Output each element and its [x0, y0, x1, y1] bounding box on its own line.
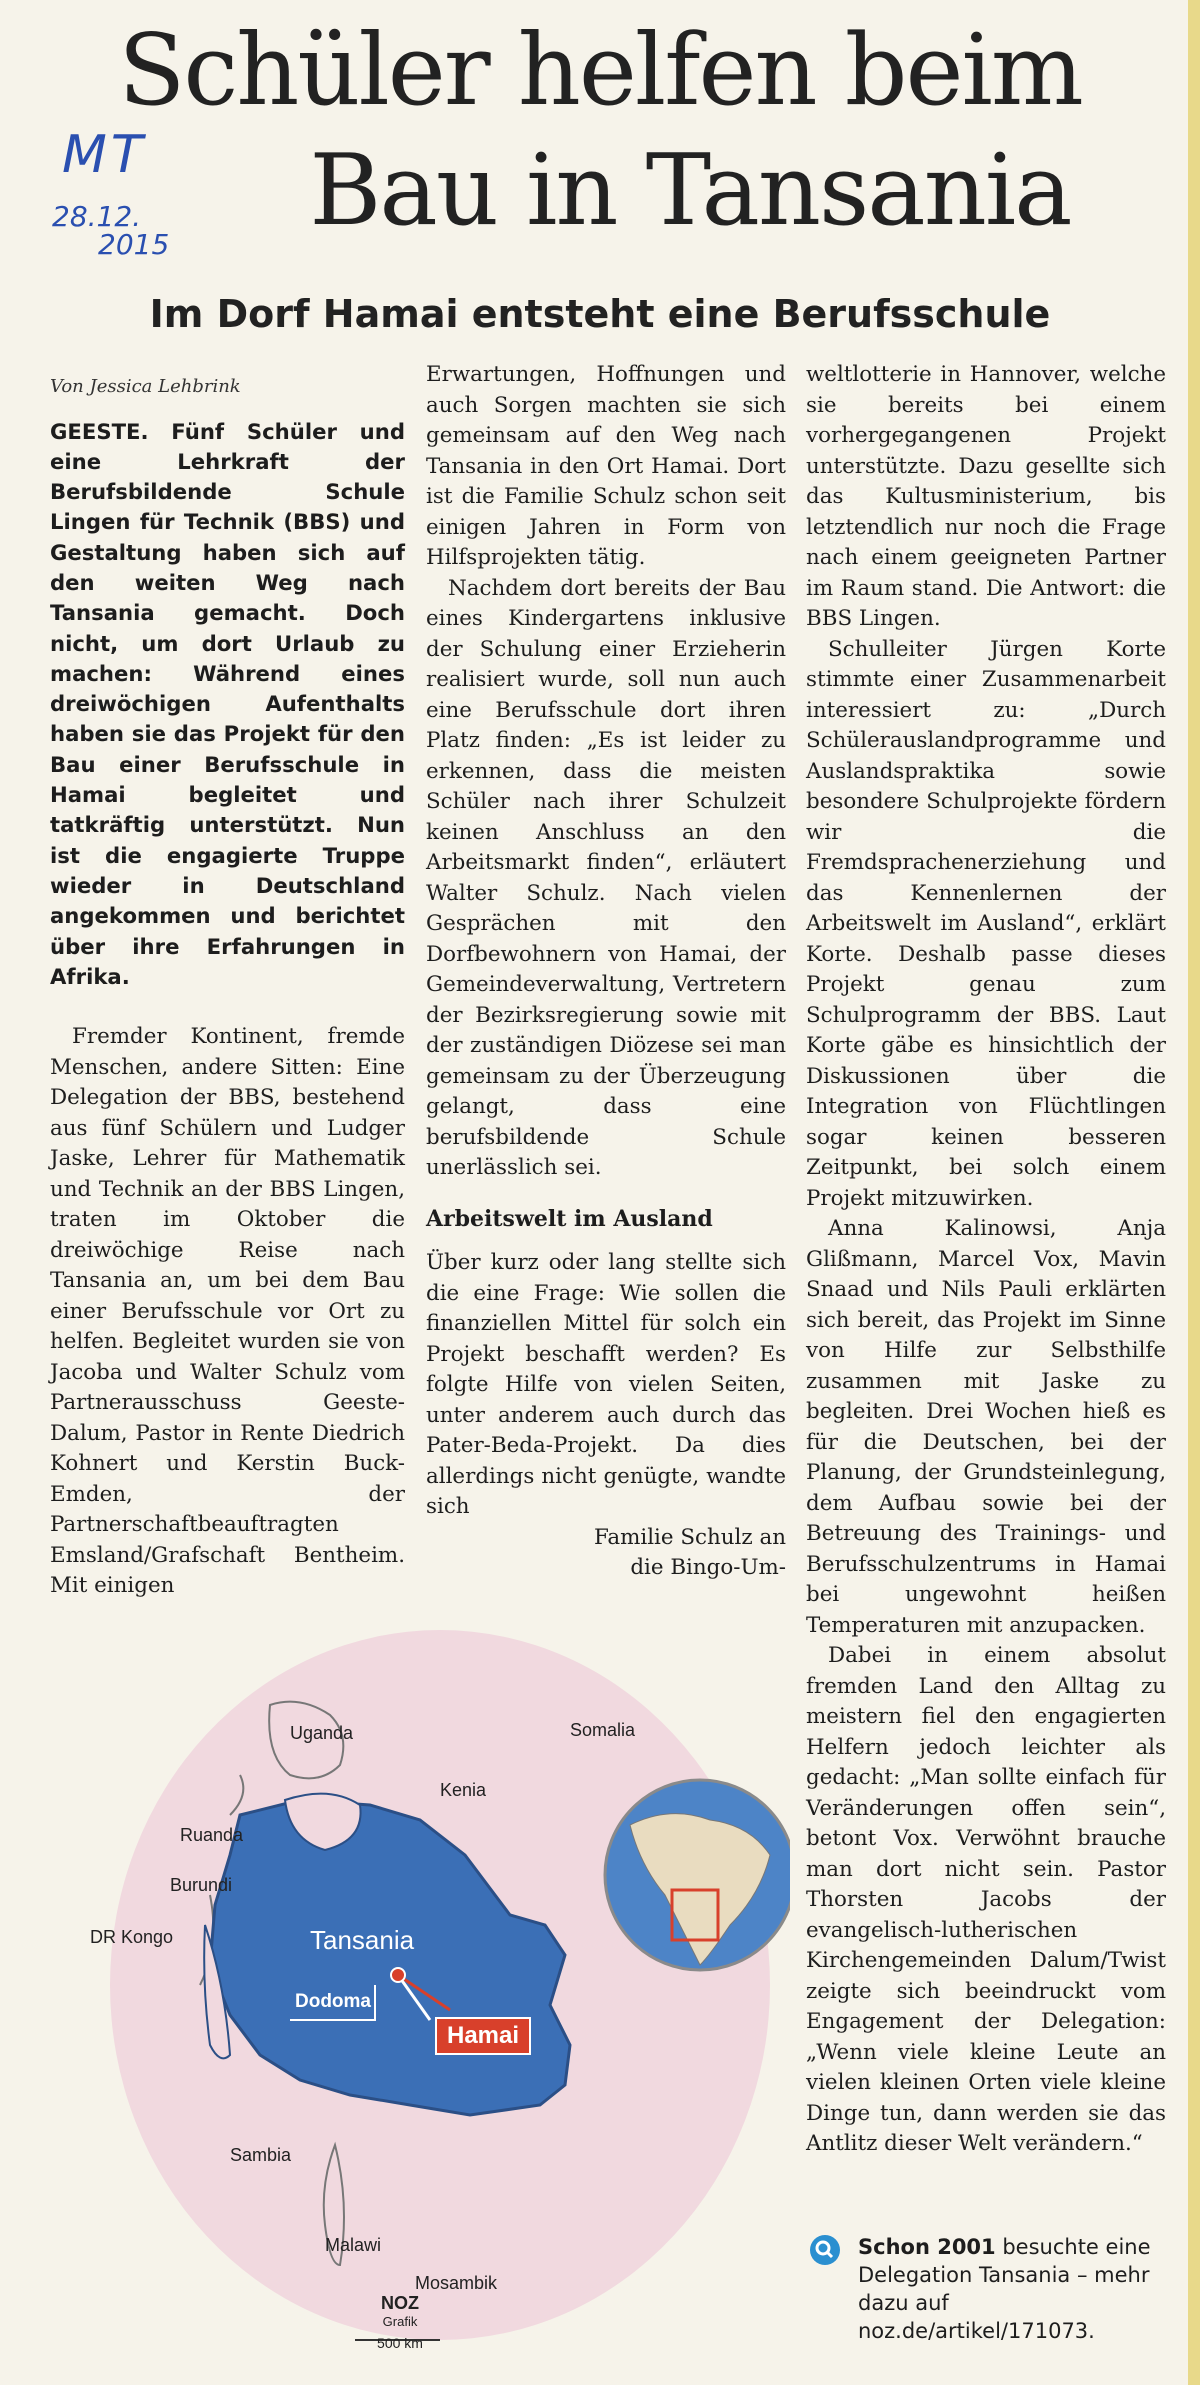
body-paragraph: Erwartungen, Hoffnungen und auch Sorgen machten sie sich gemeinsam auf den Weg nach Tansania in den Ort Hamai. Dort ist die Familie Schulz schon seit einigen Jahren in Form von Hilfsprojekten tätig. — [426, 362, 786, 570]
section-heading: Arbeitswelt im Ausland — [426, 1205, 713, 1232]
column-3 — [806, 360, 1166, 2160]
label-dodoma: Dodoma — [295, 1991, 371, 2012]
body-paragraph: Dabei in einem absolut fremden Land den Alltag zu meistern fiel den engagierten Helfern jedoch leichter als gedacht: „Man sollte einfach für Veränderungen offen sein“, betont Vox. Verwöhnt brauche man dort nicht sein. Pastor Thorsten Jacobs der evangelisch-lutherischen Kirchengemeinden Dalum/Twist zeigte sich beeindruckt vom Engagement der Delegation: „Wenn viele kleine Leute an vielen kleinen Orten viele kleine Dinge tun, dann werden sie das Antlitz dieser Welt verändern.“ — [806, 1643, 1166, 2156]
reference-body: besuchte eine Delegation Tansania – mehr dazu auf noz.de/artikel/171073. — [858, 2235, 1151, 2343]
map-scale: 500 km — [377, 2335, 423, 2351]
reference-text — [858, 2233, 1170, 2345]
body-paragraph: weltlotterie in Hannover, welche sie bereits bei einem vorhergegangenen Projekt unterstützte. Dazu gesellte sich das Kultusministerium, bis letztendlich nur noch die Frage nach einem geeigneten Partner im Raum stand. Die Antwort: die BBS Lingen. — [806, 362, 1166, 631]
headline-line1: Schüler helfen beim — [118, 14, 1082, 128]
body-paragraph: Fremder Kontinent, fremde Menschen, andere Sitten: Eine Delegation der BBS, bestehend aus fünf Schülern und Ludger Jaske, Lehrer für Mathematik und Technik an der BBS Lingen, traten im Oktober die dreiwöchige Reise nach Tansania an, um bei dem Bau einer Berufsschule vor Ort zu helfen. Begleitet wurden sie von Jacoba und Walter Schulz vom Partnerausschuss Geeste-Dalum, Pastor in Rente Diedrich Kohnert und Kerstin Buck-Emden, der Partnerschaftbeauftragten Emsland/Grafschaft Bentheim. Mit einigen — [50, 1024, 405, 1599]
body-paragraph: Anna Kalinowsi, Anja Glißmann, Marcel Vox, Mavin Snaad und Nils Pauli erklärten sich bereit, das Projekt im Sinne von Hilfe zur Selbsthilfe zusammen mit Jaske zu begleiten. Drei Wochen hieß es für die Deutschen, bei der Planung, der Grundsteinlegung, dem Aufbau sowie bei der Betreuung des Trainings- und Berufsschulzentrums in Hamai bei ungewohnt heißen Temperaturen mit anzupacken. — [806, 1216, 1166, 1638]
headline-line2: Bau in Tansania — [309, 134, 1071, 248]
column-1 — [50, 372, 405, 1602]
label-somalia: Somalia — [570, 1720, 636, 1740]
label-malawi: Malawi — [325, 2235, 382, 2255]
label-ruanda: Ruanda — [180, 1825, 244, 1845]
label-sambia: Sambia — [230, 2145, 292, 2165]
lead-paragraph: GEESTE. Fünf Schüler und eine Lehrkraft der Berufsbildende Schule Lingen für Technik (BBS) und Gestaltung haben sich auf den weiten Weg nach Tansania gemacht. Doch nicht, um dort Urlaub zu machen: Während eines dreiwöchigen Aufenthalts haben sie das Projekt für den Bau einer Berufsschule in Hamai begleitet und tatkräftig unterstützt. Nun ist die engagierte Truppe wieder in Deutschland angekommen und berichtet über ihre Erfahrungen in Afrika. — [50, 418, 405, 989]
map-credit — [365, 2293, 435, 2351]
handwritten-mt: MT — [62, 125, 147, 185]
label-dr-kongo: DR Kongo — [90, 1927, 174, 1947]
handwritten-date-line2: 2015 — [98, 228, 170, 261]
body-line-right: die Bingo-Um- — [630, 1555, 786, 1580]
page-edge — [1188, 0, 1200, 2385]
search-icon — [810, 2235, 840, 2265]
map-credit-source: NOZ — [381, 2293, 419, 2313]
reference-box — [810, 2233, 1170, 2345]
label-hamai: Hamai — [435, 2017, 531, 2055]
map-graphic — [110, 1625, 790, 2355]
label-mosambik: Mosambik — [415, 2273, 498, 2293]
handwritten-date-line1: 28.12. — [52, 200, 142, 233]
map-credit-label: Grafik — [382, 2314, 418, 2329]
subheadline: Im Dorf Hamai entsteht eine Berufsschule — [149, 292, 1051, 336]
column-2 — [426, 360, 786, 1584]
byline: Von Jessica Lehbrink — [50, 376, 241, 397]
label-kenia: Kenia — [440, 1780, 487, 1800]
label-uganda: Uganda — [290, 1723, 354, 1743]
body-paragraph: Schulleiter Jürgen Korte stimmte einer Zusammenarbeit interessiert zu: „Durch Schülerauslandprogramme und Auslandspraktika sowie besondere Schulprojekte fördern wir die Fremdsprachenerziehung und das Kennenlernen der Arbeitswelt im Ausland“, erklärt Korte. Deshalb passe dieses Projekt genau zum Schulprogramm der BBS. Laut Korte gäbe es hinsichtlich der Diskussionen über die Integration von Flüchtlingen sogar keinen besseren Zeitpunkt, bei solch einem Projekt mitzuwirken. — [806, 636, 1166, 1211]
label-tansania: Tansania — [310, 1925, 415, 1955]
label-burundi: Burundi — [170, 1875, 233, 1895]
body-paragraph: Nachdem dort bereits der Bau eines Kindergartens inklusive der Schulung einer Erzieherin realisiert wurde, soll nun auch eine Berufsschule dort ihren Platz finden: „Es ist leider zu erkennen, dass die meisten Schüler nach ihrer Schulzeit keinen Anschluss an den Arbeitsmarkt finden“, erläutert Walter Schulz. Nach vielen Gesprächen mit den Dorfbewohnern von Hamai, der Gemeindeverwaltung, Vertretern der Bezirksregierung sowie mit der zuständigen Diözese sei man gemeinsam zu der Überzeugung gelangt, dass eine berufsbildende Schule unerlässlich sei. — [426, 575, 786, 1180]
body-paragraph: Über kurz oder lang stellte sich die eine Frage: Wie sollen die finanziellen Mittel für solch ein Projekt beschafft werden? Es folgte Hilfe von vielen Seiten, unter anderem auch durch das Pater-Beda-Projekt. Da dies allerdings nicht genügte, wandte sich — [426, 1250, 786, 1519]
body-line-right: Familie Schulz an — [593, 1524, 786, 1550]
tanzania-map — [90, 1625, 790, 2355]
reference-highlight: Schon 2001 — [858, 2235, 996, 2259]
